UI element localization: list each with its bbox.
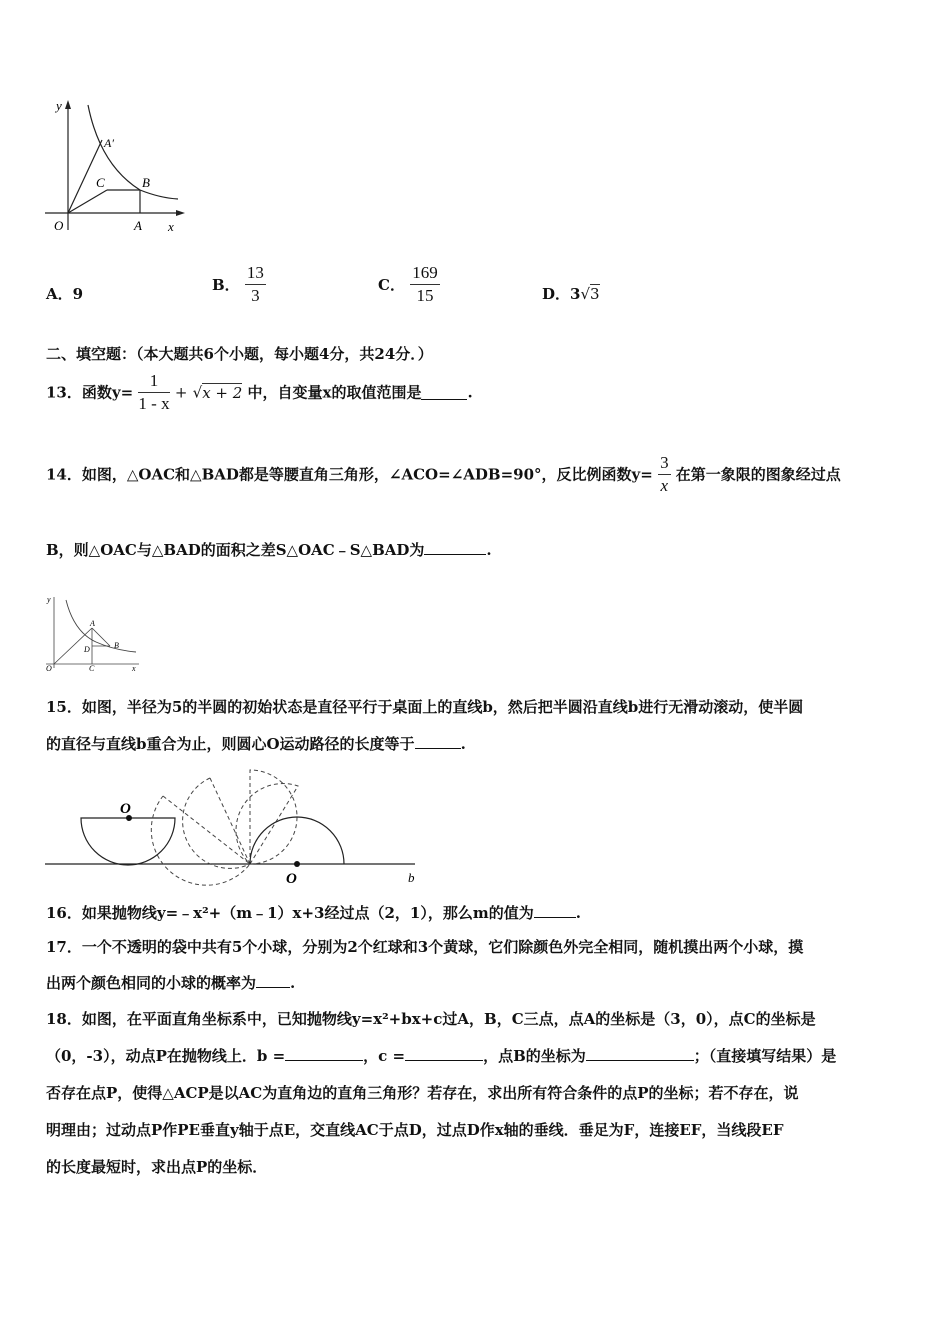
option-b: B． $\frac{13}{3}$ [212,263,264,305]
q14-answer-blank[interactable] [424,540,486,555]
question-18-line2: （0，-3），动点P在抛物线上．b = ，c = ，点B的坐标为 ；（直接填写结果）是 [46,1047,837,1065]
q18-b-blank[interactable] [285,1046,363,1061]
option-c-den: 15 [416,286,434,305]
fig14-a-label: A [90,619,95,628]
q16-answer-blank[interactable] [534,903,576,918]
fig15-b-label: b [408,870,415,885]
question-16: 16．如果抛物线y=﹣x²+（m﹣1）x+3经过点（2，1），那么m的值为 . [46,904,581,922]
option-d: D．3√3 [542,285,600,303]
question-18-line4: 明理由；过动点P作PE垂直y轴于点E，交直线AC于点D，过点D作x轴的垂线．垂足为F，连接EF，当线段EF [46,1121,784,1139]
q18-point-b-blank[interactable] [586,1046,694,1061]
question-13: 13．函数y= $\frac{1}{1 - x}$ + √x + 2 中，自变量x的取值范围是 . [46,371,473,413]
q13-num: 1 [138,370,169,393]
fig14-x-label: x [132,664,136,672]
fig15-o-start-label: O [120,801,131,817]
fig14-b-label: B [114,641,119,650]
question-17-line1: 17．一个不透明的袋中共有5个小球，分别为2个红球和3个黄球，它们除颜色外完全相同，随机摸出两个小球，摸 [46,938,804,956]
fig14-c-label: C [89,664,95,672]
q13-answer-blank[interactable] [421,385,467,400]
question-14-line1: 14．如图，△OAC和△BAD都是等腰直角三角形，∠ACO=∠ADB=90°，反比例函数y= $\frac{3}{x}$ 在第一象限的图象经过点 [46,453,841,495]
q14-num: 3 [658,452,671,475]
question-18-line5: 的长度最短时，求出点P的坐标． [46,1158,268,1176]
fig14-d-label: D [84,645,90,654]
figure-q12-graph [40,95,190,240]
q17-answer-blank[interactable] [256,973,290,988]
question-17-line2: 出两个颜色相同的小球的概率为 . [46,974,296,992]
question-18-line3: 否存在点P，使得△ACP是以AC为直角边的直角三角形？若存在，求出所有符合条件的点P的坐标；若不存在，说 [46,1084,799,1102]
question-18-line1: 18．如图，在平面直角坐标系中，已知抛物线y=x²+bx+c过A，B，C三点，点A的坐标是（3，0），点C的坐标是 [46,1010,816,1028]
option-b-num: 13 [245,262,266,285]
option-b-den: 3 [251,286,260,305]
fig12-c-label: C [96,175,105,190]
fig15-o-end-label: O [286,871,297,887]
question-15-line1: 15．如图，半径为5的半圆的初始状态是直径平行于桌面上的直线b，然后把半圆沿直线b进行无滑动滚动，使半圆 [46,698,804,716]
q13-radicand: x + 2 [202,383,243,402]
option-d-radicand: 3 [590,285,600,303]
q18-c-blank[interactable] [405,1046,483,1061]
fig12-o-label: O [54,218,64,233]
q14-den: x [660,476,669,495]
fig14-y-label: y [47,595,51,604]
figure-q15-rolling-semicircle [40,768,430,890]
section-2-heading: 二、填空题：（本大题共6个小题，每小题4分，共24分．） [46,345,433,363]
q15-answer-blank[interactable] [415,734,461,749]
fig12-aprime-label: A′ [104,136,114,150]
fig12-x-label: x [168,219,174,234]
option-a: A．9 [46,285,84,303]
q13-den: 1 - x [138,394,170,413]
option-c: C． $\frac{169}{15}$ [378,263,438,305]
fig14-o-label: O [46,664,52,672]
fig12-b-label: B [142,175,150,190]
fig12-a-label: A [134,218,142,233]
question-14-line2: B，则△OAC与△BAD的面积之差S△OAC﹣S△BAD为 . [46,541,492,559]
question-15-line2: 的直径与直线b重合为止，则圆心O运动路径的长度等于 . [46,735,466,753]
option-c-num: 169 [410,262,440,285]
figure-q14-graph [44,592,144,672]
fig12-y-label: y [56,98,62,113]
